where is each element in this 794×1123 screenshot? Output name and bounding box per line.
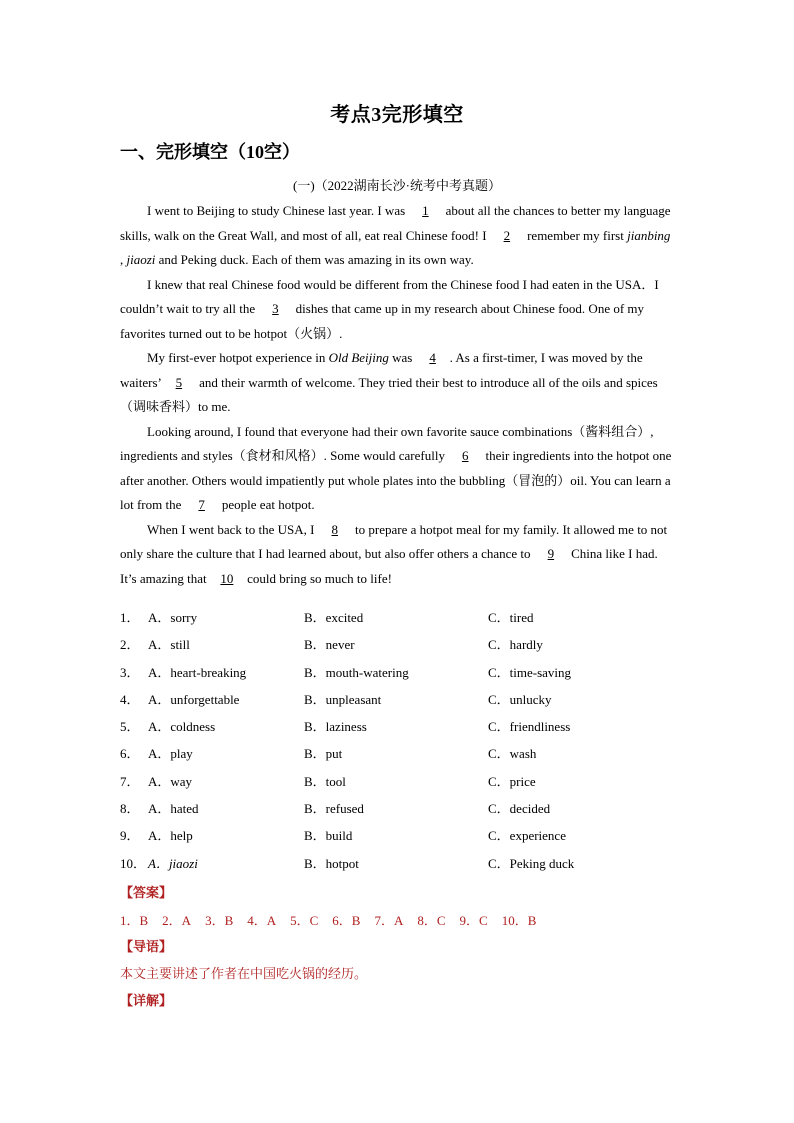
blank-5: 5	[175, 374, 183, 390]
blank-8: 8	[331, 521, 339, 537]
option-row	[120, 689, 680, 716]
paragraph-5	[120, 518, 673, 592]
option-row	[120, 634, 680, 661]
page-title: 考点3完形填空	[330, 104, 464, 126]
italic-term: jianbing	[627, 227, 671, 243]
text: could bring so much to life!	[243, 570, 392, 586]
question-number: 1．	[120, 610, 140, 625]
answer-item: 8．C	[417, 913, 446, 928]
option-a: A．jiaozi	[148, 855, 198, 871]
option-c: C．friendliness	[488, 719, 571, 735]
answer-item: 5．C	[290, 913, 319, 928]
option-a: A．unforgettable	[148, 691, 240, 707]
question-number: 2．	[120, 637, 140, 653]
text: and their warmth of welcome. They tried their best to introduce all of the oils and spices（调味香料）to me.	[120, 374, 658, 414]
text: I went to Beijing to study Chinese last year. I was	[147, 203, 409, 218]
option-row	[120, 771, 680, 798]
answer-item: 10．B	[501, 913, 537, 928]
option-b: B．never	[304, 637, 355, 653]
detail-label: 【详解】	[120, 993, 173, 1008]
passage-source: (一)（2022湖南长沙·统考中考真题）	[293, 178, 501, 193]
italic-term: jiaozi	[126, 252, 156, 267]
option-a: A．way	[148, 773, 193, 789]
text: When I went back to the USA, I	[147, 521, 318, 537]
answer-item: 6．B	[332, 913, 361, 928]
blank-9: 9	[547, 546, 555, 561]
option-b: B．excited	[304, 610, 364, 625]
question-number: 6．	[120, 746, 140, 762]
text: and Peking duck. Each of them was amazing in its own way.	[155, 252, 474, 267]
text: was	[388, 350, 416, 365]
option-b: B．build	[304, 828, 353, 844]
text: I knew that real Chinese food would be different from the Chinese food I had eaten in the USA．I couldn’t wait to try all the	[120, 276, 659, 316]
option-b: B．mouth-watering	[304, 664, 409, 680]
guide-label: 【导语】	[120, 939, 173, 954]
question-number: 10．	[120, 855, 147, 871]
blank-3: 3	[272, 301, 279, 316]
option-row	[120, 662, 680, 689]
answer-item: 2．A	[162, 913, 192, 928]
blank-6: 6	[461, 448, 469, 463]
option-b: B．laziness	[304, 719, 367, 735]
question-number: 4．	[120, 691, 140, 707]
option-c: C．time-saving	[488, 664, 572, 680]
option-row	[120, 607, 680, 634]
blank-1: 1	[422, 203, 429, 218]
text: My first-ever hotpot experience in	[147, 350, 329, 365]
question-number: 3．	[120, 664, 140, 680]
option-row	[120, 716, 680, 743]
option-b: B．unpleasant	[304, 691, 382, 707]
text: . As a first-timer, I was moved by the waiters’	[120, 350, 643, 390]
answer-item: 7．A	[374, 913, 404, 928]
answer-key	[120, 910, 550, 929]
option-a: A．help	[148, 828, 193, 844]
answer-item: 4．A	[247, 913, 277, 928]
text: their ingredients into the hotpot one after another. Others would impatiently put whole plates into the bubbling（冒泡的）oil. You can learn a lot from the	[120, 448, 672, 512]
blank-10: 10	[220, 570, 234, 586]
answer-options	[120, 607, 680, 880]
option-c: C．unlucky	[488, 691, 552, 707]
cloze-passage	[120, 199, 673, 591]
option-a: A．hated	[148, 801, 199, 817]
option-b: B．hotpot	[304, 855, 359, 871]
option-a: A．heart-breaking	[148, 664, 247, 680]
question-number: 5．	[120, 719, 140, 735]
text: Looking around, I found that everyone had their own favorite sauce combinations（酱料组合）, ingredients and styles（食材和风格）. Some would carefully	[120, 423, 654, 463]
option-c: C．decided	[488, 801, 551, 817]
answer-item: 1．B	[120, 913, 149, 928]
text: ,	[120, 252, 127, 267]
text: people eat hotpot.	[218, 497, 315, 512]
italic-term: Old Beijing	[328, 350, 389, 365]
text: remember my first	[523, 227, 628, 243]
paragraph-3	[120, 346, 673, 420]
question-number: 8．	[120, 801, 140, 817]
option-c: C．Peking duck	[488, 855, 575, 871]
option-b: B．refused	[304, 801, 364, 817]
section-heading: 一、完形填空（10空）	[120, 142, 300, 162]
paragraph-1	[120, 199, 673, 273]
option-a: A．still	[148, 637, 190, 653]
option-b: B．tool	[304, 773, 346, 789]
text: China like I had. It’s amazing that	[120, 546, 658, 586]
option-a: A．sorry	[148, 610, 198, 625]
option-c: C．price	[488, 773, 536, 789]
text: about all the chances to better my language skills, walk on the Great Wall, and most of all, eat real Chinese food! I	[120, 203, 671, 243]
blank-2: 2	[503, 227, 511, 243]
answer-item: 9．C	[459, 913, 488, 928]
option-c: C．wash	[488, 746, 537, 762]
option-row	[120, 825, 680, 852]
question-number: 9．	[120, 828, 140, 844]
question-number: 7．	[120, 773, 140, 789]
paragraph-4	[120, 420, 673, 518]
answer-item: 3．B	[205, 913, 234, 928]
option-c: C．hardly	[488, 637, 543, 653]
option-c: C．tired	[488, 610, 534, 625]
paragraph-2	[120, 273, 673, 347]
option-a: A．play	[148, 746, 193, 762]
text: dishes that came up in my research about Chinese food. One of my favorites turned out to be hotpot（火锅）.	[120, 301, 645, 341]
option-row	[120, 743, 680, 770]
guide-text: 本文主要讲述了作者在中国吃火锅的经历。	[120, 966, 368, 981]
blank-4: 4	[429, 350, 436, 365]
option-a: A．coldness	[148, 719, 216, 735]
option-b: B．put	[304, 746, 343, 762]
option-row	[120, 853, 680, 880]
option-row	[120, 798, 680, 825]
option-c: C．experience	[488, 828, 566, 844]
answer-label: 【答案】	[120, 885, 173, 900]
text: to prepare a hotpot meal for my family. It allowed me to not only share the culture that I had learned about, but also offer others a chance to	[120, 521, 668, 561]
blank-7: 7	[198, 497, 205, 512]
